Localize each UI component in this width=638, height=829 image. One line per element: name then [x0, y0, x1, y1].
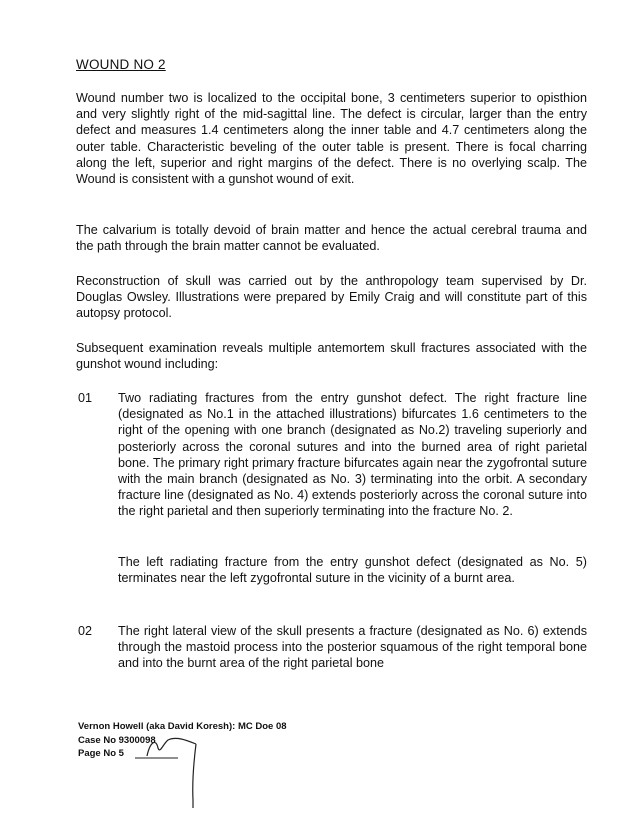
paragraph-calvarium: The calvarium is totally devoid of brain matter and hence the actual cerebral trauma and the path through the brain matter cannot be evaluated.	[76, 223, 587, 254]
item-text-continued: The left radiating fracture from the entry gunshot defect (designated as No. 5) terminates near the left zygofrontal suture in the vicinity of a burnt area.	[118, 555, 587, 586]
paragraph-subsequent-exam: Subsequent examination reveals multiple antemortem skull fractures associated with the gunshot wound including:	[76, 341, 587, 372]
item-text: Two radiating fractures from the entry gunshot defect. The right fracture line (designated as No.1 in the attached illustrations) bifurcates 1.6 centimeters to the right of the opening with one branch (designated as No.2) traveling superiorly and posteriorly across the coronal sutures and into the burned area of right parietal bone. The primary right primary fracture bifurcates again near the zygofrontal suture with the main branch (designated as No. 3) terminating into the orbit. A secondary fracture line (designated as No. 4) extends posteriorly across the coronal suture into the right parietal and then superiorly terminating into the fracture No. 2.	[118, 391, 587, 519]
footer-page-number: Page No 5	[78, 748, 124, 759]
footer-case-number: Case No 9300098	[78, 734, 156, 746]
item-text: The right lateral view of the skull presents a fracture (designated as No. 6) extends through the mastoid process into the posterior squamous of the right temporal bone and into the burnt area of the right parietal bone	[118, 624, 587, 671]
paragraph-exit-wound: Wound number two is localized to the occipital bone, 3 centimeters superior to opisthion and very slightly right of the mid-sagittal line. The defect is circular, larger than the entry defect and measures 1.4 centimeters along the inner table and 4.7 centimeters along the outer table. Characteristic beveling of the outer table is present. There is focal charring along the left, superior and right margins of the defect. There is no overlying scalp. The Wound is consistent with a gunshot wound of exit.	[76, 91, 587, 187]
item-number: 01	[78, 391, 93, 405]
paragraph-reconstruction: Reconstruction of skull was carried out by the anthropology team supervised by Dr. Douglas Owsley. Illustrations were prepared by Emily Craig and will constitute part of this autopsy protocol.	[76, 274, 587, 321]
item-number: 02	[78, 624, 93, 638]
section-heading: WOUND NO 2	[76, 57, 166, 72]
footer-subject-line: Vernon Howell (aka David Koresh): MC Doe 08	[78, 721, 287, 732]
